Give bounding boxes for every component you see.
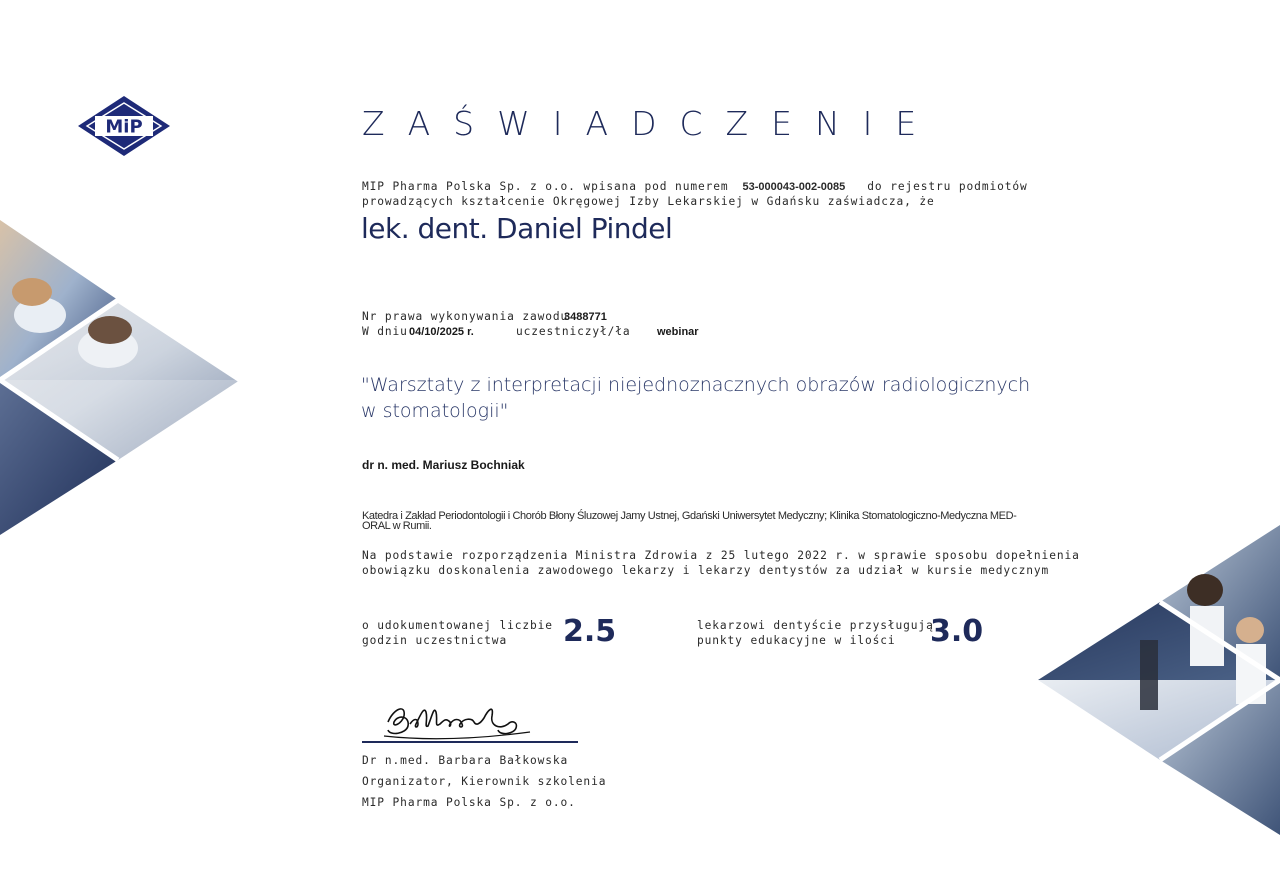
certificate-title: ZAŚWIADCZENIE <box>362 104 940 143</box>
mip-logo-icon <box>76 94 172 158</box>
dental-photo-triangles-icon <box>0 220 240 540</box>
svg-text:MiP: MiP <box>105 116 143 138</box>
license-label: Nr prawa wykonywania zawodu <box>362 310 569 323</box>
hours-value: 2.5 <box>563 614 617 649</box>
intro-line-2: prowadzących kształcenie Okręgowej Izby Lekarskiej w Gdańsku zaświadcza, że <box>362 195 935 208</box>
signatory-role: Organizator, Kierownik szkolenia <box>362 775 607 788</box>
participation-label: uczestniczył/ła <box>516 325 631 338</box>
signatory-organization: MIP Pharma Polska Sp. z o.o. <box>362 796 576 809</box>
participant-name: lek. dent. Daniel Pindel <box>361 212 673 245</box>
lecturer-name: dr n. med. Mariusz Bochniak <box>362 458 525 472</box>
points-label-line-2: punkty edukacyjne w ilości <box>697 634 896 647</box>
signature-line <box>362 741 578 743</box>
intro-line-1 <box>362 180 1028 193</box>
legal-basis-line-1: Na podstawie rozporządzenia Ministra Zdrowia z 25 lutego 2022 r. w sprawie sposobu dopełnienia <box>362 549 1080 562</box>
legal-basis-line-2: obowiązku doskonalenia zawodowego lekarzy i lekarzy dentystów za udział w kursie medycznym <box>362 564 1050 577</box>
hours-label-line-1: o udokumentowanej liczbie <box>362 619 553 632</box>
signatory-name: Dr n.med. Barbara Bałkowska <box>362 754 569 767</box>
license-number: 3488771 <box>564 311 607 323</box>
date-value: 04/10/2025 r. <box>409 326 474 338</box>
intro-after: do rejestru podmiotów <box>867 180 1028 193</box>
intro-before: MIP Pharma Polska Sp. z o.o. wpisana pod numerem <box>362 180 729 193</box>
points-value: 3.0 <box>930 614 984 649</box>
lecturer-affiliation: Katedra i Zakład Periodontologii i Chorób Błony Śluzowej Jamy Ustnej, Gdański Uniwersytet Medyczny; Klinika Stomatologiczno-Medyczna MED-ORAL w Rumii. <box>362 510 1017 532</box>
handwritten-signature-icon <box>380 694 540 744</box>
date-label: W dniu <box>362 325 408 338</box>
points-label-line-1: lekarzowi dentyście przysługują <box>697 619 934 632</box>
course-title: "Warsztaty z interpretacji niejednoznacznych obrazów radiologicznych w stomatologii" <box>361 374 1031 422</box>
laboratory-photo-triangles-icon <box>1030 520 1280 840</box>
registry-number: 53-000043-002-0085 <box>742 181 846 193</box>
participation-form: webinar <box>657 326 699 338</box>
hours-label-line-2: godzin uczestnictwa <box>362 634 508 647</box>
